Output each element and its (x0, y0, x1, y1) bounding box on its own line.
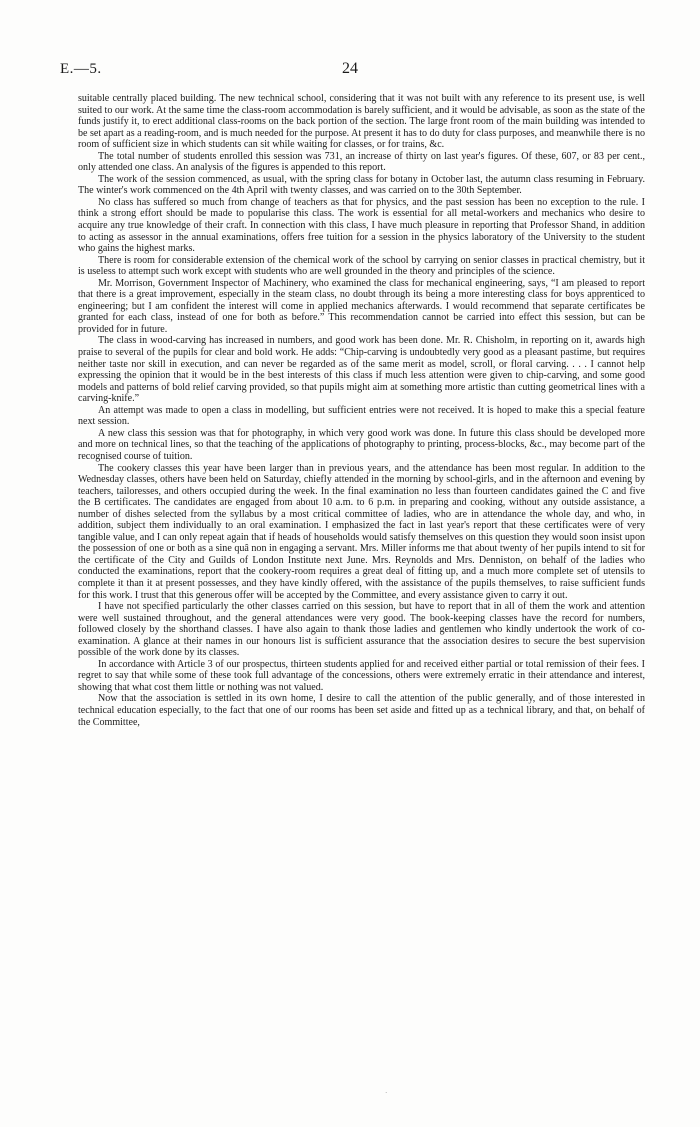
paragraph: A new class this session was that for photography, in which very good work was done. In future this class should be developed more and more on technical lines, so that the teaching of the applications of photography to printing, process-blocks, &c., may become part of the recognised course of tuition. (78, 427, 645, 462)
page-number: 24 (342, 60, 358, 77)
paragraph: The work of the session commenced, as usual, with the spring class for botany in October last, the autumn class resuming in February. The winter's work commenced on the 4th April with twenty classes, and was carried on to the 30th September. (78, 173, 645, 197)
paragraph: I have not specified particularly the other classes carried on this session, but have to report that in all of them the work and attention were well sustained throughout, and the general attendances were very good. The book-keeping classes have the record for numbers, followed closely by the shorthand classes. I have also again to thank those ladies and gentlemen who kindly undertook the work of co-examination. A glance at their names in our honours list is sufficient assurance that the association desires to secure the best supervision possible of the work done by its classes. (78, 601, 645, 659)
footer-mark: · (385, 1089, 388, 1097)
paragraph: The cookery classes this year have been larger than in previous years, and the attendance has been most regular. In addition to the Wednesday classes, others have been held on Saturday, chiefly attended in the morning by school-girls, and in the afternoon and evening by teachers, tailoresses, and others occupied during the week. In the final examination no less than fourteen candidates gained the C and five the B certificates. The candidates are engaged from about 10 a.m. to 6 p.m. in preparing and cooking, without any outside assistance, a number of dishes selected from the syllabus by a most critical committee of ladies, who are in attendance the whole day, and who, in addition, subject them individually to an oral examination. I emphasized the fact in last year's report that these certificates were of very tangible value, and I can only repeat again that if heads of households would satisfy themselves on this question they would soon insist upon the possession of one or both as a sine quâ non in engaging a servant. Mrs. Miller informs me that about twenty of her pupils intend to sit for the certificate of the City and Guilds of London Institute next June. Mrs. Reynolds and Mrs. Denniston, on behalf of the ladies who conducted the examinations, report that the cookery-room requires a great deal of fitting up, and a much more complete set of utensils to complete it than it at present possesses, and they have kindly offered, with the assistance of the pupils themselves, to raise sufficient funds for this work. I trust that this generous offer will be accepted by the Committee, and every assistance given to carry it out. (78, 462, 645, 601)
paragraph: suitable centrally placed building. The new technical school, considering that it was not built with any reference to its present use, is well suited to our work. At the same time the class-room accommodation is barely sufficient, and it would be advisable, as soon as the state of the funds justify it, to erect additional class-rooms on the back portion of the section. The large front room of the main building was intended to be set apart as a reading-room, and is much needed for the purpose. At present it has to do duty for class purposes, and meanwhile there is no room of sufficient size in which students can sit while waiting for classes, or for trains, &c. (78, 93, 645, 151)
paragraph: An attempt was made to open a class in modelling, but sufficient entries were not received. It is hoped to make this a special feature next session. (78, 404, 645, 428)
paragraph: Now that the association is settled in its own home, I desire to call the attention of the public generally, and of those interested in technical education especially, to the fact that one of our rooms has been set aside and fitted up as a technical library, and that, on behalf of the Committee, (78, 693, 645, 728)
paragraph: In accordance with Article 3 of our prospectus, thirteen students applied for and received either partial or total remission of their fees. I regret to say that while some of these took full advantage of the concessions, others were extremely erratic in their attendance and interest, showing that what cost them little or nothing was not valued. (78, 658, 645, 693)
series-code: E.—5. (60, 61, 102, 77)
paragraph: Mr. Morrison, Government Inspector of Machinery, who examined the class for mechanical engineering, says, “I am pleased to report that there is a great improvement, especially in the steam class, no doubt through its being a more interesting class for boys apprenticed to engineering; but I am confident the interest will come in applied mechanics afterwards. I would recommend that separate certificates be granted for each class, instead of one for both as before.” This recommendation cannot be carried into effect this session, but can be provided for in future. (78, 277, 645, 335)
body-text (78, 93, 645, 728)
paragraph: The class in wood-carving has increased in numbers, and good work has been done. Mr. R. Chisholm, in reporting on it, awards high praise to several of the pupils for clear and bold work. He adds: “Chip-carving is undoubtedly very good as a pleasant pastime, but requires neither taste nor skill in execution, and can never be regarded as of the same merit as model, scroll, or floral carving. . . . I cannot help expressing the opinion that it would be in the best interests of this class if much less attention were given to chip-carving, and some good models and patterns of bold relief carving provided, so that pupils might aim at something more artistic than cutting geometrical lines with a carving-knife.” (78, 335, 645, 405)
paragraph: There is room for considerable extension of the chemical work of the school by carrying on senior classes in practical chemistry, but it is useless to attempt such work except with students who are well grounded in the theory and principles of the science. (78, 254, 645, 278)
paragraph: The total number of students enrolled this session was 731, an increase of thirty on last year's figures. Of these, 607, or 83 per cent., only attended one class. An analysis of the figures is appended to this report. (78, 150, 645, 174)
paragraph: No class has suffered so much from change of teachers as that for physics, and the past session has been no exception to the rule. I think a strong effort should be made to popularise this class. The work is essential for all metal-workers and mechanics who desire to acquire any true knowledge of their craft. In connection with this class, I have much pleasure in reporting that Professor Shand, in addition to acting as assessor in the annual examinations, offers free tuition for a session in the physics laboratory of the University to the student who gains the highest marks. (78, 196, 645, 255)
